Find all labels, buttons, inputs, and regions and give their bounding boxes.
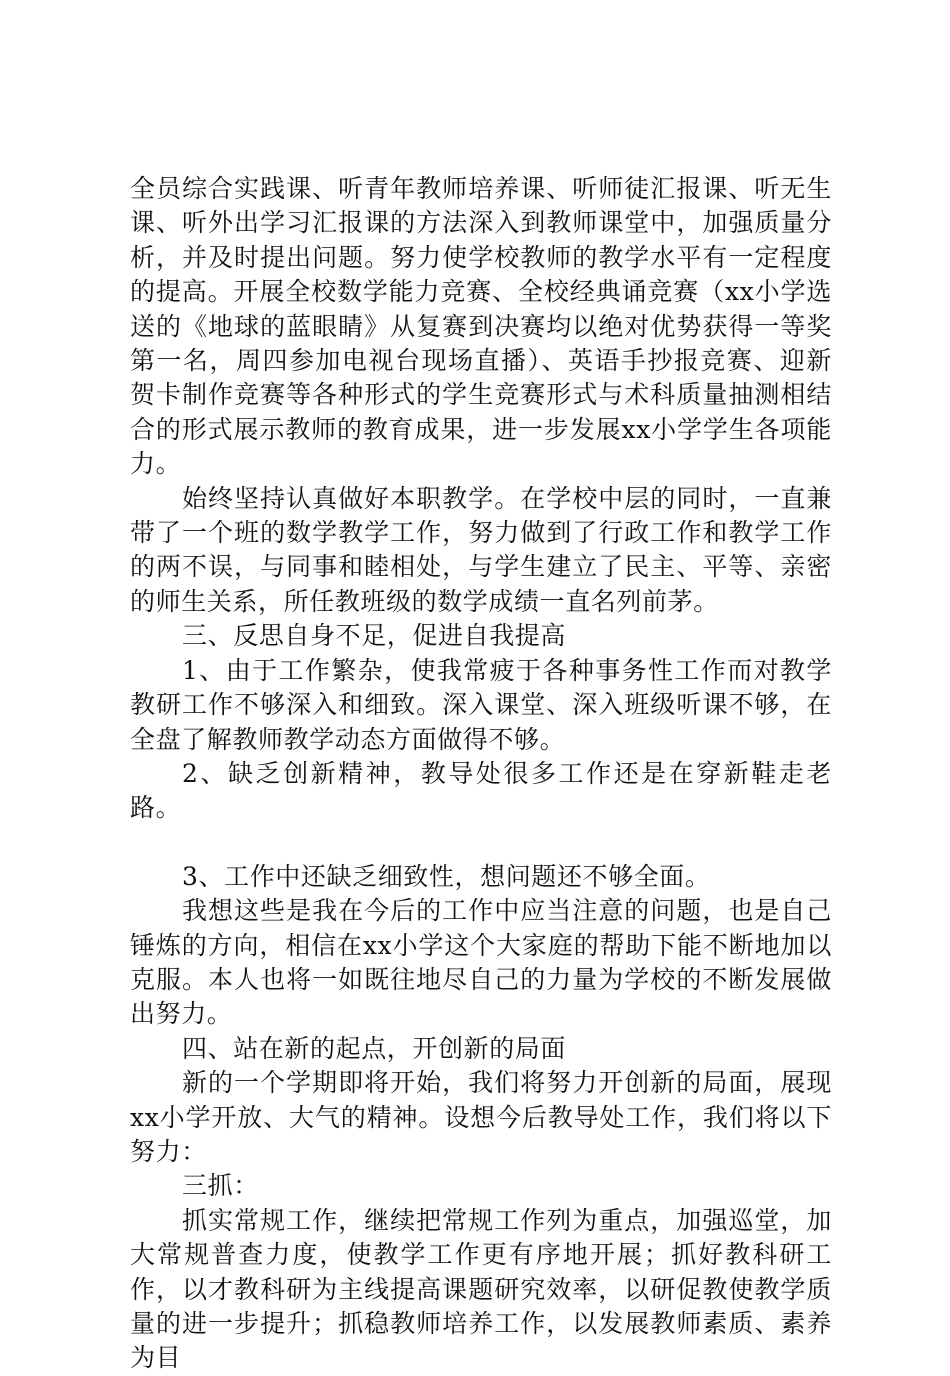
paragraph-item-2: 2、缺乏创新精神，教导处很多工作还是在穿新鞋走老路。 [130, 758, 832, 823]
paragraph-three-grasps: 三抓： [182, 1171, 259, 1201]
section-heading-3: 三、反思自身不足，促进自我提高 [182, 621, 567, 651]
paragraph-teaching: 始终坚持认真做好本职教学。在学校中层的同时，一直兼带了一个班的数学教学工作，努力做到了行政工作和教学工作的两不误，与同事和睦相处，与学生建立了民主、平等、亲密的师生关系，所任教班级的数学成绩一直名列前茅。 [130, 483, 832, 616]
paragraph-continuation: 全员综合实践课、听青年教师培养课、听师徒汇报课、听无生课、听外出学习汇报课的方法深入到教师课堂中，加强质量分析，并及时提出问题。努力使学校教师的教学水平有一定程度的提高。开展全校数学能力竞赛、全校经典诵竞赛（xx小学选送的《地球的蓝眼睛》从复赛到决赛均以绝对优势获得一等奖第一名，周四参加电视台现场直播）、英语手抄报竞赛、迎新贺卡制作竞赛等各种形式的学生竞赛形式与术科质量抽测相结合的形式展示教师的教育成果，进一步发展xx小学学生各项能力。 [130, 174, 832, 479]
paragraph-reflection: 我想这些是我在今后的工作中应当注意的问题，也是自己锤炼的方向，相信在xx小学这个大家庭的帮助下能不断地加以克服。本人也将一如既往地尽自己的力量为学校的不断发展做出努力。 [130, 896, 832, 1029]
paragraph-item-3: 3、工作中还缺乏细致性，想问题还不够全面。 [182, 861, 711, 891]
paragraph-item-1: 1、由于工作繁杂，使我常疲于各种事务性工作而对教学教研工作不够深入和细致。深入课堂、深入班级听课不够，在全盘了解教师教学动态方面做得不够。 [130, 655, 832, 754]
section-heading-4: 四、站在新的起点，开创新的局面 [182, 1033, 567, 1063]
document-body [130, 172, 832, 1376]
paragraph-new-term: 新的一个学期即将开始，我们将努力开创新的局面，展现xx小学开放、大气的精神。设想今后教导处工作，我们将以下努力： [130, 1068, 832, 1166]
paragraph-routine-work: 抓实常规工作，继续把常规工作列为重点，加强巡堂，加大常规普查力度，使教学工作更有序地开展；抓好教科研工作，以才教科研为主线提高课题研究效率，以研促教使教学质量的进一步提升；抓稳教师培养工作，以发展教师素质、素养为目 [130, 1205, 832, 1373]
